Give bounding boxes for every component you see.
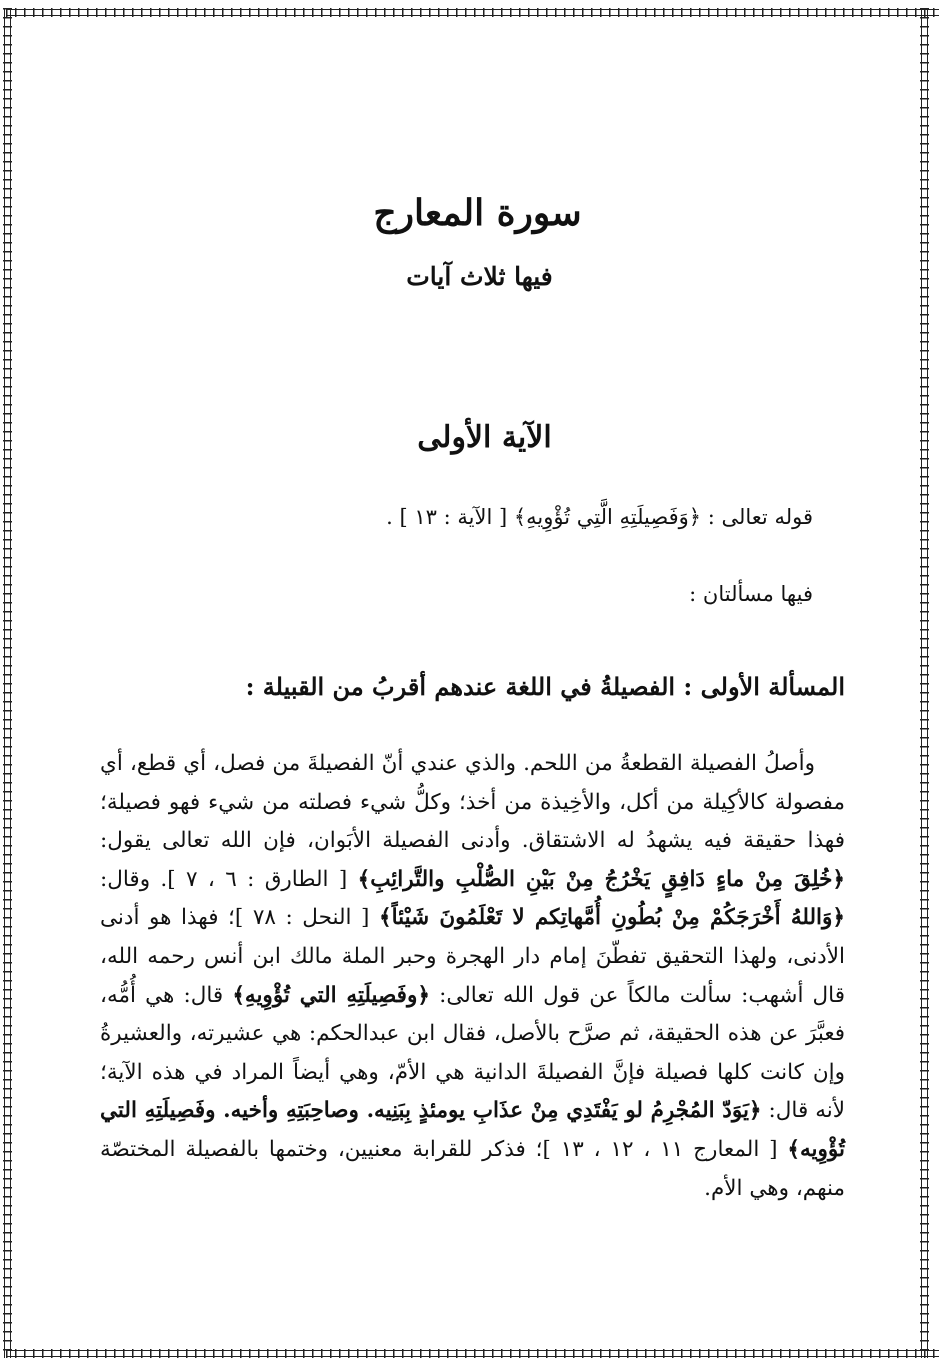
quran-quote: ﴿وَاللهُ أَخْرَجَكُمْ مِنْ بُطُونِ أُمَّهاتِكم لا تَعْلَمُونَ شَيْئاً﴾ xyxy=(379,905,845,931)
body-text-segment: وأصلُ الفصيلة القطعةُ من اللحم. والذي عندي أنّ الفصيلةَ من فصل، أي قطع، أي مفصولة كالأكِيلة من أكل، والأخِيذة من أخذ؛ وكلُّ شيء فصلته من شيء فهو فصيلة؛ فهذا حقيقة فيه يشهدُ له الاشتقاق. وأدنى الفصيلة الأبَوان، فإن الله تعالى يقول: xyxy=(100,751,845,854)
body-text-segment: [ النحل : ٧٨ ]؛ فهذا هو أدنى الأدنى، ولهذا التحقيق تفطّنَ إمام دار الهجرة وحبر الملة مالك ابن أنس رحمه الله، قال أشهب: سألت مالكاً عن قول الله تعالى: xyxy=(100,905,846,1008)
verse-quote-line: قوله تعالى : ﴿وَفَصِيلَتِهِ الَّتِي تُؤْوِيهِ﴾ [ الآية : ١٣ ] . xyxy=(386,505,813,529)
issues-count-line: فيها مسألتان : xyxy=(689,582,813,606)
decorative-border-bottom xyxy=(6,1349,939,1358)
first-issue-heading: المسألة الأولى : الفصيلةُ في اللغة عندهم أقربُ من القبيلة : xyxy=(245,672,845,701)
surah-subtitle: فيها ثلاث آيات xyxy=(406,262,553,291)
body-text-segment: قال: هي أُمُّه، فعبَّرَ عن هذه الحقيقة، ثم صرَّح بالأصل، فقال ابن عبدالحكم: هي عشيرته، والعشيرةُ وإن كانت كلها فصيلة فإنَّ الفصيلةَ الدانية هي الأمّ، وهي أيضاً المراد في هذه الآية؛ لأنه قال: xyxy=(100,982,846,1124)
quran-quote: ﴿وفَصِيلَتِهِ التي تُؤْوِيهِ﴾ xyxy=(232,982,430,1008)
body-text-segment: [ الطارق : ٦ ، ٧ ]. وقال: xyxy=(100,866,358,892)
surah-title: سورة المعارج xyxy=(373,192,582,234)
quran-quote: ﴿يَوَدّ المُجْرِمُ لو يَفْتَدِي مِنْ عذَابِ يومئذٍ بِبَنِيه. وصاحِبَتِهِ وأخيه. وفَصِيلَتِهِ التي تُؤْوِيه﴾ xyxy=(100,1098,846,1162)
decorative-border-top xyxy=(6,8,939,17)
quran-quote: ﴿خُلِقَ مِنْ ماءٍ دَافِقٍ يَخْرُجُ مِنْ بَيْنِ الصُّلْبِ والتَّرائِبِ﴾ xyxy=(357,866,846,892)
body-text-segment: [ المعارج ١١ ، ١٢ ، ١٣ ]؛ فذكر للقرابة معنيين، وختمها بالفصيلة المختصّة منهم، وهي الأم. xyxy=(100,1136,845,1201)
body-paragraph xyxy=(100,745,845,1208)
ayah-heading: الآية الأولى xyxy=(417,420,552,455)
